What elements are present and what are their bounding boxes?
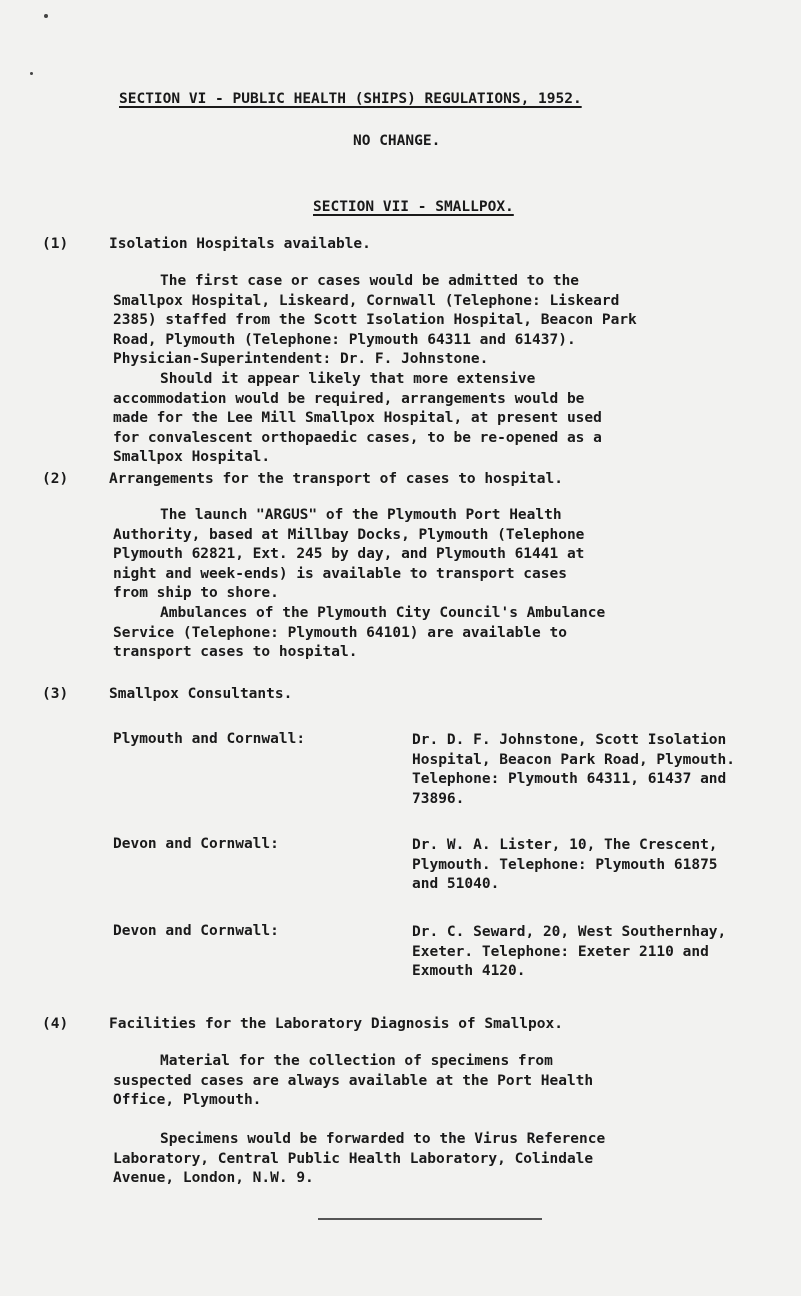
paragraph: [113, 604, 605, 663]
consultant-region: Plymouth and Cornwall:: [113, 731, 306, 747]
text-line: Specimens would be forwarded to the Virus Reference: [160, 1131, 606, 1147]
text-line: Dr. W. A. Lister, 10, The Crescent,: [412, 837, 718, 853]
consultant-region: Devon and Cornwall:: [113, 836, 279, 852]
text-line: Exmouth 4120.: [412, 963, 526, 979]
paragraph: [113, 506, 584, 604]
item-number: (4): [42, 1016, 69, 1032]
text-line: night and week-ends) is available to transport cases: [113, 565, 567, 582]
text-line: suspected cases are always available at the Port Health: [113, 1072, 594, 1089]
text-line: 73896.: [412, 790, 465, 807]
text-line: 2385) staffed from the Scott Isolation Hospital, Beacon Park: [113, 312, 637, 328]
consultant-region: Devon and Cornwall:: [113, 923, 279, 939]
text-line: for convalescent orthopaedic cases, to be re-opened as a: [113, 429, 602, 446]
scan-speck: [30, 72, 33, 75]
paragraph: [113, 272, 637, 370]
text-line: Laboratory, Central Public Health Laboratory, Colindale: [113, 1150, 594, 1167]
paragraph: [113, 1130, 605, 1189]
scan-speck: [44, 14, 48, 18]
text-line: and 51040.: [412, 876, 500, 892]
item-heading: Arrangements for the transport of cases to hospital.: [109, 471, 563, 487]
item-heading: Isolation Hospitals available.: [109, 236, 371, 252]
section-6-body: NO CHANGE.: [353, 133, 441, 149]
section-7-title: SECTION VII - SMALLPOX.: [313, 199, 514, 215]
text-line: Service (Telephone: Plymouth 64101) are available to: [113, 624, 567, 641]
item-heading: Facilities for the Laboratory Diagnosis of Smallpox.: [109, 1016, 563, 1032]
text-line: Smallpox Hospital, Liskeard, Cornwall (Telephone: Liskeard: [113, 292, 620, 309]
text-line: Plymouth. Telephone: Plymouth 61875: [412, 856, 718, 873]
text-line: Dr. C. Seward, 20, West Southernhay,: [412, 924, 727, 940]
text-line: Exeter. Telephone: Exeter 2110 and: [412, 943, 709, 960]
text-line: Road, Plymouth (Telephone: Plymouth 64311 and 61437).: [113, 331, 576, 348]
item-heading: Smallpox Consultants.: [109, 686, 293, 702]
text-line: Smallpox Hospital.: [113, 449, 271, 465]
text-line: The launch "ARGUS" of the Plymouth Port Health: [160, 507, 562, 523]
consultant-details: [412, 836, 718, 895]
text-line: Avenue, London, N.W. 9.: [113, 1170, 314, 1186]
text-line: Plymouth 62821, Ext. 245 by day, and Plymouth 61441 at: [113, 546, 585, 562]
text-line: Physician-Superintendent: Dr. F. Johnstone.: [113, 351, 489, 367]
item-number: (1): [42, 236, 69, 252]
text-line: Material for the collection of specimens from: [160, 1053, 553, 1069]
item-number: (2): [42, 471, 69, 487]
text-line: Hospital, Beacon Park Road, Plymouth.: [412, 751, 736, 768]
section-6-title: SECTION VI - PUBLIC HEALTH (SHIPS) REGULATIONS, 1952.: [119, 91, 582, 107]
text-line: made for the Lee Mill Smallpox Hospital, at present used: [113, 410, 602, 426]
consultant-details: [412, 923, 726, 982]
text-line: Telephone: Plymouth 64311, 61437 and: [412, 771, 727, 787]
paragraph: [113, 1052, 593, 1111]
text-line: from ship to shore.: [113, 585, 279, 601]
item-number: (3): [42, 686, 69, 702]
text-line: transport cases to hospital.: [113, 644, 358, 660]
text-line: Office, Plymouth.: [113, 1092, 262, 1108]
text-line: accommodation would be required, arrangements would be: [113, 390, 585, 407]
text-line: Authority, based at Millbay Docks, Plymouth (Telephone: [113, 526, 585, 543]
text-line: Should it appear likely that more extensive: [160, 371, 536, 387]
text-line: The first case or cases would be admitted to the: [160, 273, 580, 289]
text-line: Ambulances of the Plymouth City Council's Ambulance: [160, 605, 606, 621]
consultant-details: [412, 731, 735, 809]
paragraph: [113, 370, 602, 468]
divider: [318, 1218, 542, 1220]
text-line: Dr. D. F. Johnstone, Scott Isolation: [412, 732, 727, 748]
